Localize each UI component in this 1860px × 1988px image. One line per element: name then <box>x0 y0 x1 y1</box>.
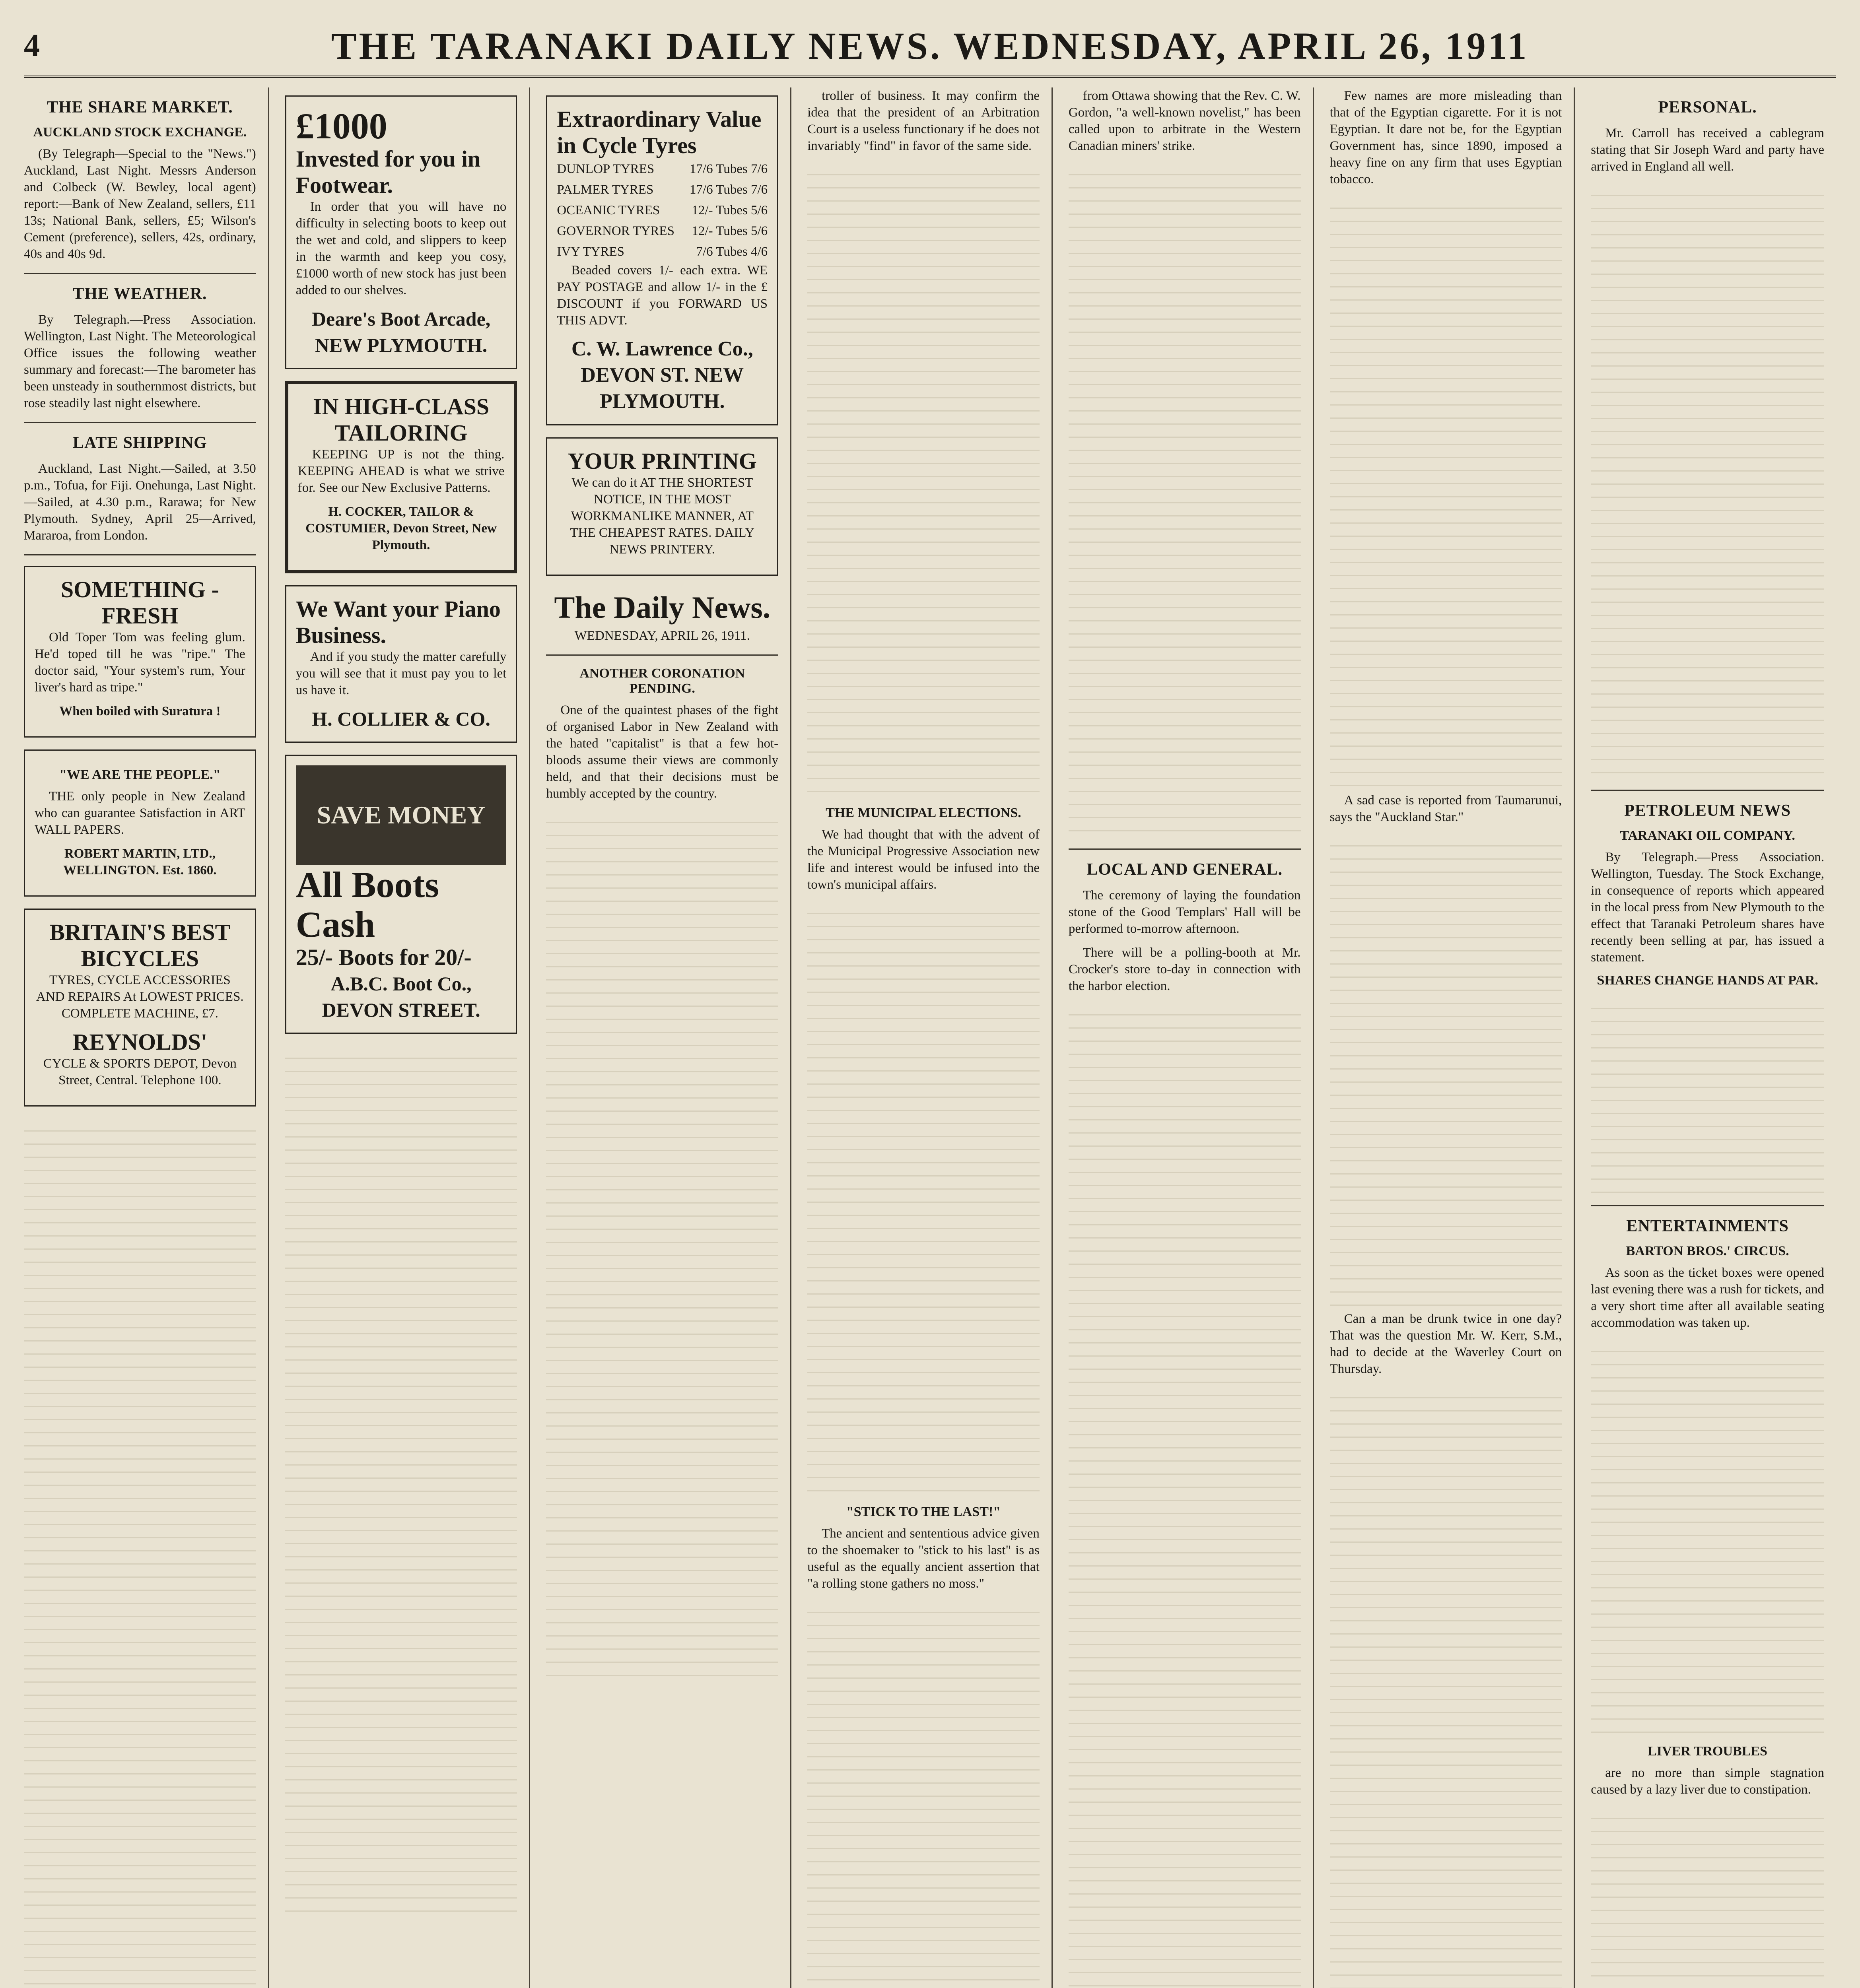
municipal-elections-text: We had thought that with the advent of the Municipal Progressive Association new life and interest would be infused into the town's municipal affairs. <box>807 827 1040 892</box>
petroleum-text: By Telegraph.—Press Association. Wellington, Tuesday. The Stock Exchange, in consequence of reports which appeared in the local press from New Plymouth to the effect that Taranaki Petroleum shares have recently been selling at par, has issued a statement. <box>1591 850 1824 965</box>
more-column-text <box>285 1046 517 1920</box>
suratura-ad <box>24 566 256 738</box>
share-market-text: (By Telegraph—Special to the "News.") Auckland, Last Night. Messrs Anderson and Colbeck (W. Bewley, local agent) report:—Bank of New Zealand, sellers, £11 13s; National Bank, sellers, £5; Wilson's Cement (preference), sellers, 42s, ordinary, 40s and 40s 9d. <box>24 147 256 261</box>
cycle-tyres-ad-heading: Extraordinary Value in Cycle Tyres <box>557 106 762 158</box>
personal-heading: PERSONAL. <box>1658 98 1757 116</box>
bicycles-ad <box>24 909 256 1107</box>
printing-ad <box>546 437 778 576</box>
shipping-heading: LATE SHIPPING <box>72 434 207 452</box>
cycle-tyres-ad-note: Beaded covers 1/- each extra. WE PAY POSTAGE and allow 1/- in the £ DISCOUNT if you FORWARD US THIS ADVT. <box>557 263 768 328</box>
tyre-row: GOVERNOR TYRES 12/- Tubes 5/6 <box>557 224 768 238</box>
column-4 <box>807 87 1053 1988</box>
page-number: 4 <box>24 28 40 63</box>
column-6 <box>1330 87 1575 1988</box>
piano-ad-firm: H. COLLIER & CO. <box>312 708 490 730</box>
wallpaper-ad-text: THE only people in New Zealand who can guarantee Satisfaction in ART WALL PAPERS. <box>35 789 245 837</box>
boots-cash-ad-firm: A.B.C. Boot Co., DEVON STREET. <box>322 973 480 1021</box>
shipping-text: Auckland, Last Night.—Sailed, at 3.50 p.m., Tofua, for Fiji. Onehunga, Last Night.—Sailed, at 4.30 p.m., Rarawa; for New Plymouth. Sydney, April 25—Arrived, Mararoa, from London. <box>24 462 256 543</box>
share-market-subheading: AUCKLAND STOCK EXCHANGE. <box>33 125 247 140</box>
piano-ad-heading: We Want your Piano Business. <box>295 596 501 648</box>
local-general-heading: LOCAL AND GENERAL. <box>1086 860 1283 879</box>
petroleum-subheading: TARANAKI OIL COMPANY. <box>1620 828 1795 843</box>
shares-heading: SHARES CHANGE HANDS AT PAR. <box>1597 973 1818 988</box>
liver-troubles-text: are no more than simple stagnation caused by a lazy liver due to constipation. <box>1591 1766 1824 1797</box>
wallpaper-ad-firm: ROBERT MARTIN, LTD., WELLINGTON. Est. 1860. <box>63 846 217 878</box>
printing-ad-text: We can do it AT THE SHORTEST NOTICE, IN THE MOST WORKMANLIKE MANNER, AT THE CHEAPEST RATES. DAILY NEWS PRINTERY. <box>570 476 755 557</box>
newspaper-nameplate: The Daily News. <box>554 590 771 625</box>
entertainments-subheading: BARTON BROS.' CIRCUS. <box>1626 1244 1789 1258</box>
editorial-continued-text: troller of business. It may confirm the idea that the president of an Arbitration Court is a useless functionary if he does not invariably "find" in favor of the same side. <box>807 89 1040 153</box>
footwear-ad-text: In order that you will have no difficulty in selecting boots to keep out the wet and cold, and slippers to keep in the warmth and keep you cosy, £1000 worth of new stock has just been added to our shelves. <box>295 200 507 297</box>
footwear-ad-amount: £1000 <box>295 106 387 146</box>
column-3 <box>546 87 791 1988</box>
more-column-text <box>546 810 778 1685</box>
petroleum-heading: PETROLEUM NEWS <box>1624 802 1791 820</box>
entertainments-heading: ENTERTAINMENTS <box>1626 1217 1789 1235</box>
entertainments-text: As soon as the ticket boxes were opened last evening there was a rush for tickets, and a very short time after all available seating accommodation was taken up. <box>1591 1266 1824 1330</box>
tailoring-ad <box>285 381 517 573</box>
footwear-ad <box>285 95 517 369</box>
reynolds-heading: REYNOLDS' <box>72 1029 208 1055</box>
columns <box>24 87 1836 1988</box>
personal-text: Mr. Carroll has received a cablegram stating that Sir Joseph Ward and party have arrived in England all well. <box>1591 126 1824 174</box>
weather-text: By Telegraph.—Press Association. Wellington, Last Night. The Meteorological Office issues the following weather summary and forecast:—The barometer has been unsteady in southernmost districts, but rose steadily last night elsewhere. <box>24 313 256 410</box>
column-6-text-3: Can a man be drunk twice in one day? That was the question Mr. W. Kerr, S.M., had to decide at the Waverley Court on Thursday. <box>1329 1312 1562 1376</box>
more-column-text <box>1330 196 1562 792</box>
liver-troubles-heading: LIVER TROUBLES <box>1648 1744 1768 1759</box>
footwear-ad-firm: Deare's Boot Arcade, NEW PLYMOUTH. <box>311 308 491 356</box>
editorial-text: One of the quaintest phases of the fight of organised Labor in New Zealand with the hated "capitalist" is that a few hot-bloods assume their views are commonly held, and that their decisions must be humbly accepted by the country. <box>546 703 779 801</box>
local-general-text: The ceremony of laying the foundation stone of the Good Templars' Hall will be performed to-morrow afternoon. <box>1068 888 1301 936</box>
boots-cash-ad <box>285 755 517 1034</box>
piano-ad <box>285 585 517 743</box>
more-column-text <box>1591 183 1824 779</box>
cycle-tyres-ad <box>546 95 778 425</box>
bicycles-ad-heading: BRITAIN'S BEST BICYCLES <box>49 919 231 971</box>
column-5-text: from Ottawa showing that the Rev. C. W. Gordon, "a well-known novelist," has been called upon to arbitrate in the Western Canadian miners' strike. <box>1068 89 1301 153</box>
more-column-text <box>24 1118 256 1988</box>
weather-heading: THE WEATHER. <box>73 285 207 303</box>
municipal-elections-heading: THE MUNICIPAL ELECTIONS. <box>826 806 1021 820</box>
dateline: WEDNESDAY, APRIL 26, 1911. <box>574 629 750 643</box>
column-7 <box>1591 87 1836 1988</box>
editorial-heading: ANOTHER CORONATION PENDING. <box>579 666 745 696</box>
suratura-ad-text: Old Toper Tom was feeling glum. He'd toped till he was "ripe." The doctor said, "Your system's rum, Your liver's hard as tripe." <box>35 630 245 695</box>
footwear-ad-heading: Invested for you in Footwear. <box>295 146 481 198</box>
boots-cash-ad-price: 25/- Boots for 20/- <box>295 944 472 970</box>
suratura-ad-footer: When boiled with Suratura ! <box>59 704 221 718</box>
column-1 <box>24 87 269 1988</box>
stick-to-last-heading: "STICK TO THE LAST!" <box>846 1505 1001 1519</box>
boots-cash-ad-heading: All Boots Cash <box>295 864 439 945</box>
more-column-text <box>1591 996 1824 1195</box>
more-column-text <box>1069 162 1301 838</box>
tyre-row: DUNLOP TYRES 17/6 Tubes 7/6 <box>557 162 768 176</box>
more-column-text <box>807 162 1040 798</box>
more-column-text <box>1330 833 1562 1310</box>
more-column-text <box>1591 1339 1824 1737</box>
column-2 <box>285 87 531 1988</box>
stick-to-last-text: The ancient and sententious advice given to the shoemaker to "stick to his last" is as useful as the equally ancient assertion that "a rolling stone gathers no moss." <box>807 1526 1040 1591</box>
column-6-text: Few names are more misleading than that of the Egyptian cigarette. For it is not Egyptian. It dare not be, for the Egyptian Government has, since 1890, imposed a heavy fine on any firm that uses Egyptian tobacco. <box>1329 89 1562 186</box>
wallpaper-ad <box>24 749 256 897</box>
tailoring-ad-firm: H. COCKER, TAILOR & COSTUMIER, Devon Street, New Plymouth. <box>305 505 497 552</box>
column-5 <box>1069 87 1314 1988</box>
tyre-row: PALMER TYRES 17/6 Tubes 7/6 <box>557 182 768 197</box>
more-column-text <box>1330 1385 1562 1988</box>
tailoring-ad-text: KEEPING UP is not the thing. KEEPING AHEAD is what we strive for. See our New Exclusive Patterns. <box>297 447 505 495</box>
wallpaper-ad-heading: "WE ARE THE PEOPLE." <box>59 767 221 782</box>
share-market-heading: THE SHARE MARKET. <box>47 98 233 116</box>
tyre-row: IVY TYRES 7/6 Tubes 4/6 <box>557 245 768 259</box>
more-column-text <box>1069 1002 1301 1988</box>
suratura-ad-heading: SOMETHING - FRESH <box>60 577 219 629</box>
more-column-text <box>807 1600 1040 1988</box>
tyre-row: OCEANIC TYRES 12/- Tubes 5/6 <box>557 203 768 217</box>
more-column-text <box>1591 1806 1824 1988</box>
save-money-stamp: SAVE MONEY <box>296 765 507 865</box>
bicycles-ad-text: TYRES, CYCLE ACCESSORIES AND REPAIRS At LOWEST PRICES. COMPLETE MACHINE, £7. <box>36 973 244 1021</box>
tailoring-ad-heading: IN HIGH-CLASS TAILORING <box>313 394 490 446</box>
masthead <box>24 16 1836 78</box>
more-column-text <box>807 901 1040 1497</box>
reynolds-text: CYCLE & SPORTS DEPOT, Devon Street, Central. Telephone 100. <box>43 1056 237 1087</box>
page-title: THE TARANAKI DAILY NEWS. WEDNESDAY, APRIL 26, 1911 <box>331 24 1529 67</box>
printing-ad-heading: YOUR PRINTING <box>568 448 757 474</box>
piano-ad-text: And if you study the matter carefully you will see that it must pay you to let us have it. <box>295 650 507 697</box>
cycle-tyres-ad-firm: C. W. Lawrence Co., DEVON ST. NEW PLYMOUTH. <box>571 338 753 413</box>
local-general-text-2: There will be a polling-booth at Mr. Crocker's store to-day in connection with the harbor election. <box>1068 945 1301 993</box>
column-6-text-2: A sad case is reported from Taumarunui, says the "Auckland Star." <box>1329 793 1562 824</box>
